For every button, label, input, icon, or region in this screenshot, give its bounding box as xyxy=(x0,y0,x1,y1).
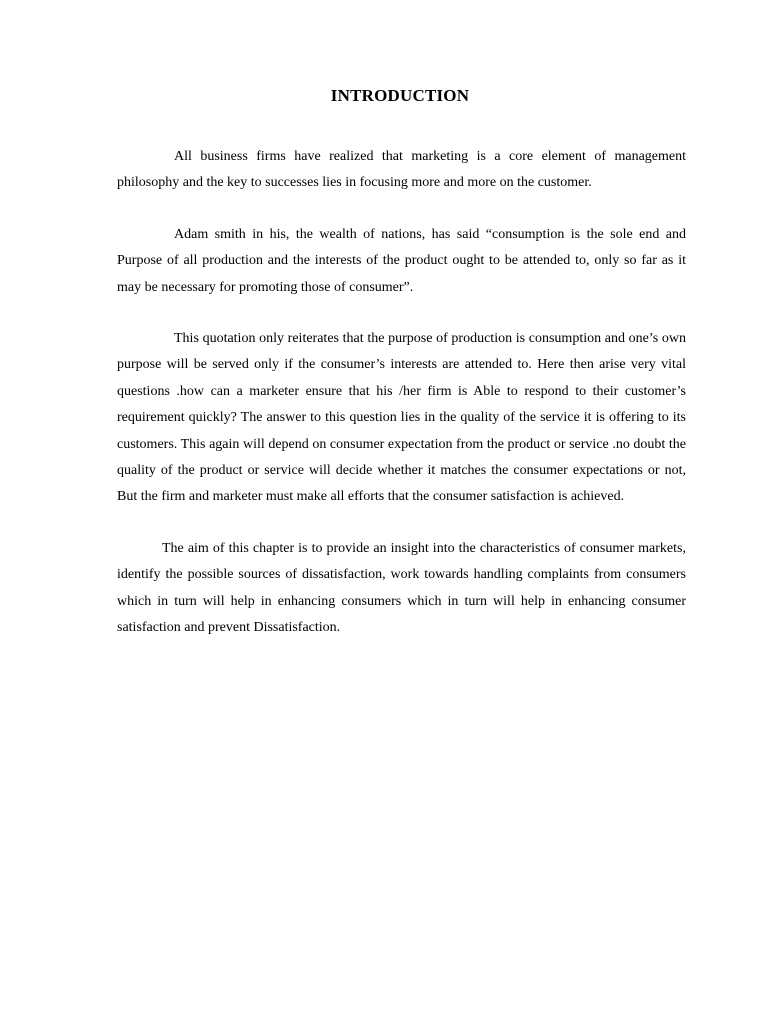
document-body xyxy=(117,144,686,642)
paragraph-1: All business firms have realized that marketing is a core element of management philosophy and the key to successes lies in focusing more and more on the customer. xyxy=(117,149,686,191)
paragraph-3: This quotation only reiterates that the purpose of production is consumption and one’s own purpose will be served only if the consumer’s interests are attended to. Here then arise very vital questions .how can a marketer ensure that his /her firm is Able to respond to their customer’s requirement quickly? The answer to this question lies in the quality of the service it is offering to its customers. This again will depend on consumer expectation from the product or service .no doubt the quality of the product or service will decide whether it matches the consumer expectations or not, But the firm and marketer must make all efforts that the consumer satisfaction is achieved. xyxy=(117,331,686,505)
page-title: INTRODUCTION xyxy=(330,86,470,105)
paragraph-2: Adam smith in his, the wealth of nations, has said “consumption is the sole end and Purpose of all production and the interests of the product ought to be attended to, only so far as it may be necessary for promoting those of consumer”. xyxy=(117,226,686,295)
paragraph-4: The aim of this chapter is to provide an insight into the characteristics of consumer markets, identify the possible sources of dissatisfaction, work towards handling complaints from consumers which in turn will help in enhancing consumers which in turn will help in enhancing consumer satisfaction and prevent Dissatisfaction. xyxy=(117,540,686,636)
